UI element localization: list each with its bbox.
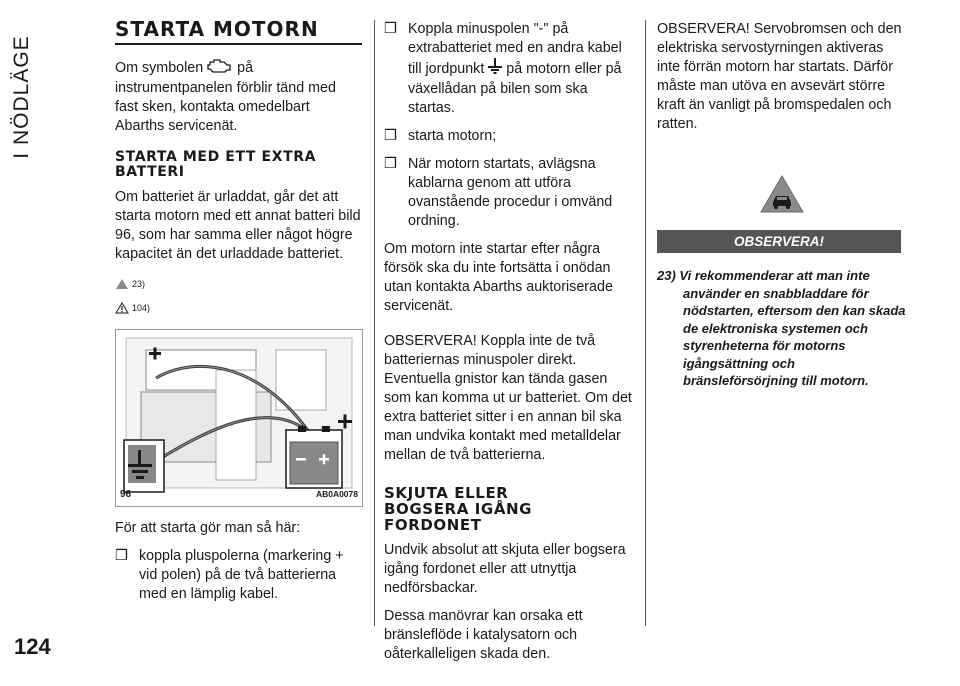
ground-point-icon [488, 58, 502, 80]
paragraph-symbol: Om symbolen på instrumentpanelen förblir tänd med fast sken, kontakta omedelbart Abarths servicenät. [115, 57, 362, 136]
paragraph-urladdat: Om batteriet är urladdat, går det att starta motorn med ett annat batteri bild 96, som har samma eller något högre kapacitet än det urladdade batteriet. [115, 189, 361, 262]
warning-triangle-car-icon [759, 174, 805, 214]
checkbox-bullet-icon: ❒ [384, 21, 397, 37]
figure-number: 96 [120, 489, 132, 500]
column-divider [374, 20, 375, 626]
checkbox-bullet-icon: ❒ [384, 156, 397, 172]
column-3 [657, 20, 907, 390]
warning-note-23: 23) Vi rekommenderar att man inte använder en snabbladdare för nödstarten, eftersom den kan skada de elektroniska systemen och styrenheterna för motorns igångsättning och bränsleförsörjning till motorn. [657, 268, 906, 388]
checkbox-bullet-icon: ❒ [115, 548, 128, 564]
paragraph-observera-minuspoler: OBSERVERA! Koppla inte de två batteriernas minuspoler direkt. Eventuella gnistor kan tända gasen som kan komma ut ur batteriet. Om det extra batteriet sitter i en annan bil ska man undvika kontakt med metalldelar mellan de två batterierna. [384, 333, 632, 463]
observera-banner: OBSERVERA! [657, 230, 901, 253]
reference-104: 104) [115, 297, 362, 319]
paragraph-manovrar: Dessa manövrar kan orsaka ett bränsleflöde i katalysatorn och oåterkalleligen skada den. [384, 608, 583, 662]
warning-small-icon [115, 278, 129, 290]
jump-start-illustration [116, 330, 362, 506]
checkbox-bullet-icon: ❒ [384, 128, 397, 144]
side-label-text: I NÖDLÄGE [10, 35, 33, 159]
heading-skjuta-bogsera: SKJUTA ELLER BOGSERA IGÅNG FORDONET [384, 484, 533, 534]
figure-code: AB0A0078 [315, 489, 358, 499]
caution-small-icon [115, 302, 129, 314]
reference-23: 23) [115, 273, 362, 295]
list-item: ❒ När motorn startats, avlägsna kablarna genom att utföra ovanstående procedur i omvänd ordning. [384, 156, 613, 229]
paragraph-instructions-intro: För att starta gör man så här: [115, 520, 301, 536]
heading-extra-batteri: STARTA MED ETT EXTRA BATTERI [115, 149, 317, 180]
column-divider [645, 20, 646, 626]
heading-starta-motorn: STARTA MOTORN [115, 20, 362, 45]
paragraph-undvik: Undvik absolut att skjuta eller bogsera igång fordonet eller att utnyttja nedförsbackar. [384, 542, 626, 596]
list-item: ❒ koppla pluspolerna (markering + vid polen) på de två batterierna med en lämplig kabel. [115, 548, 344, 602]
list-item: ❒ starta motorn; [384, 128, 497, 144]
warning-graphic [657, 174, 907, 220]
battery-minus-icon [296, 458, 306, 461]
engine-warning-icon [207, 57, 233, 79]
figure-96-jump-start [115, 329, 363, 507]
list-item: ❒ Koppla minuspolen "-" på extrabatteriet med en andra kabel till jordpunkt på motorn eller på växellådan på bilen som ska startas. [384, 21, 622, 116]
paragraph-servobromsen: OBSERVERA! Servobromsen och den elektriska servostyrningen aktiveras inte förrän motorn har startats. Därför måste man utöva en avsevärt större kraft än vanligt på bromspedalen och ratten. [657, 21, 902, 132]
paragraph-om-motorn: Om motorn inte startar efter några försök ska du inte fortsätta i onödan utan kontakta Abarths auktoriserade servicenät. [384, 241, 613, 314]
page-number: 124 [14, 634, 51, 659]
column-1 [115, 17, 362, 613]
column-2 [384, 20, 636, 673]
section-side-label [4, 22, 40, 172]
